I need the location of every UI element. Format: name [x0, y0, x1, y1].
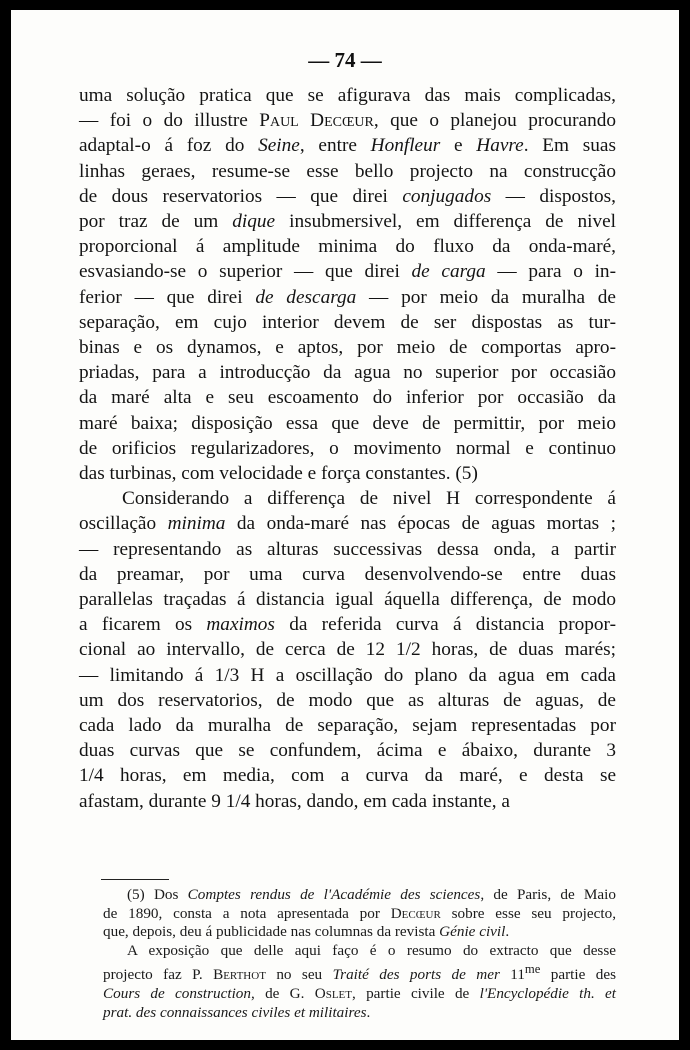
footnote-rule	[101, 879, 169, 880]
text-line: 1/4 horas, em media, com a curva da maré, e desta se	[79, 765, 616, 787]
text-line: ferior — que direi de descarga — por meio da muralha de	[79, 286, 616, 308]
text-line: cional ao intervallo, de cerca de 12 1/2 horas, de duas marés;	[79, 639, 616, 661]
text-line: projecto faz P. Berthot no seu Traité des ports de mer $11^{me}$ partie des	[103, 962, 617, 984]
text-line: — limitando á 1/3 H a oscillação do plano da agua em cada	[79, 664, 616, 686]
text-line: priadas, para a introducção da agua no superior por occasião	[79, 362, 616, 384]
text-line: — representando as alturas successivas dessa onda, a partir	[79, 538, 616, 560]
text-line: (5) Dos Comptes rendus de l'Académie des sciences, de Paris, de Maio	[127, 886, 616, 903]
footnote	[103, 886, 616, 942]
footnotes	[103, 886, 616, 1022]
paragraph	[79, 486, 616, 814]
text-line: prat. des connaissances civiles et militaires.	[103, 1003, 371, 1021]
text-line: esvasiando-se o superior — que direi de carga — para o in-	[79, 261, 616, 283]
text-line: da maré alta e seu escoamento do inferior por occasião da	[79, 387, 616, 409]
text-line: de dous reservatorios — que direi conjugados — dispostos,	[79, 185, 616, 207]
text-line: — foi o do illustre Paul Decœur, que o planejou procurando	[79, 110, 616, 132]
text-line: de orificios regularizadores, o movimento normal e continuo	[79, 437, 616, 459]
text-line: Cours de construction, de G. Oslet, partie civile de l'Encyclopédie th. et	[103, 985, 616, 1003]
text-line: linhas geraes, resume-se esse bello projecto na construcção	[79, 160, 616, 182]
text-line: separação, em cujo interior devem de ser dispostas as tur-	[79, 311, 616, 333]
text-line: uma solução pratica que se afigurava das mais complicadas,	[79, 85, 616, 106]
text-line: maré baixa; disposição essa que deve de permittir, por meio	[79, 412, 616, 434]
text-line: afastam, durante 9 1/4 horas, dando, em cada instante, a	[79, 790, 510, 812]
text-line: proporcional á amplitude minima do fluxo da onda-maré,	[79, 236, 616, 258]
text-line: parallelas traçadas á distancia igual áquella differença, de modo	[79, 589, 616, 611]
page-number: — 74 —	[308, 48, 382, 72]
text-line: cada lado da muralha de separação, sejam representadas por	[79, 715, 616, 737]
text-line: da preamar, por uma curva desenvolvendo-se entre duas	[79, 563, 616, 585]
body-text	[79, 83, 616, 814]
text-line: por traz de um dique insubmersivel, em differença de nivel	[79, 211, 617, 233]
text-line: das turbinas, com velocidade e força constantes. (5)	[79, 463, 478, 485]
text-line: oscillação minima da onda-maré nas épocas de aguas mortas ;	[79, 513, 616, 535]
book-page	[11, 10, 679, 1040]
text-line: de 1890, consta a nota apresentada por Decœur sobre esse seu projecto,	[103, 904, 616, 922]
text-line: binas e os dynamos, e aptos, por meio de comportas apro-	[79, 337, 616, 359]
paragraph	[79, 83, 616, 486]
text-line: Considerando a differença de nivel H correspondente á	[122, 488, 616, 510]
text-line: A exposição que delle aqui faço é o resumo do extracto que desse	[127, 941, 616, 959]
footnote	[103, 942, 616, 1022]
text-line: que, depois, deu á publicidade nas columnas da revista Génie civil.	[103, 923, 510, 941]
text-line: adaptal-o á foz do Seine, entre Honfleur e Havre. Em suas	[79, 135, 616, 157]
text-line: duas curvas que se confundem, ácima e ábaixo, durante 3	[79, 740, 616, 762]
text-line: um dos reservatorios, de modo que as alturas de aguas, de	[79, 689, 616, 711]
text-line: a ficarem os maximos da referida curva á distancia propor-	[79, 614, 616, 636]
